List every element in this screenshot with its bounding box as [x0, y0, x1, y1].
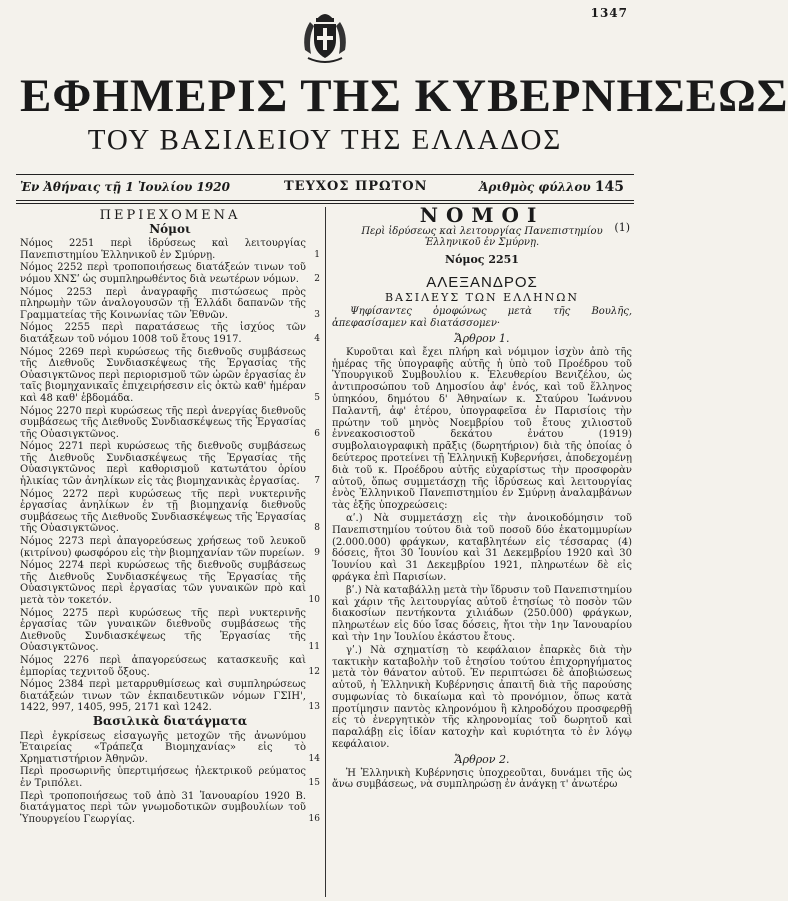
contents-entry-page: 11: [308, 642, 320, 653]
royal-crest-icon: [298, 6, 352, 66]
contents-entry: [20, 489, 320, 535]
contents-entry: [20, 731, 320, 766]
contents-entry-page: 2: [314, 273, 320, 284]
king-title: ΒΑΣΙΛΕΥΣ ΤΩΝ ΕΛΛΗΝΩΝ: [384, 290, 580, 304]
article-1-title: Ἄρθρον 1.: [454, 331, 510, 345]
contents-entry-page: 15: [308, 777, 320, 788]
contents-entry: [20, 655, 320, 678]
issue-sheet: [479, 179, 624, 195]
issue-bar: [16, 178, 634, 198]
contents-entry: [20, 791, 320, 826]
contents-entry-page: 5: [314, 392, 320, 403]
contents-entry-text: Νόμος 2252 περὶ τροποποιήσεως διατάξεών τινων τοῦ νόμου ΧΝΣʹ ὡς συμπληρωθέντος διὰ νεωτέρων νόμων.: [20, 262, 306, 285]
article-paragraph: Ἡ Ἑλληνικὴ Κυβέρνησις ὑποχρεοῦται, δυνάμει τῆς ὡς ἄνω συμβάσεως, νὰ συμπληρώσῃ ἐν ἀνάγκῃ τ' ἀνωτέρω: [332, 767, 632, 791]
contents-entry-text: Νόμος 2270 περὶ κυρώσεως τῆς περὶ ἀνεργίας διεθνοῦς συμβάσεως τῆς Διεθνοῦς Συνδιασκέψεως τῆς Ἐργασίας τῆς Οὐασιγκτῶνος.: [20, 405, 306, 440]
contents-entry: [20, 608, 320, 654]
contents-entry-text: Νόμος 2253 περὶ ἀναγραφῆς πιστώσεως πρὸς πληρωμὴν τῶν ἀναλογουσῶν τῇ Ἑλλάδι δαπανῶν τῆς Γραμματείας τῆς Κοινωνίας τῶν Ἐθνῶν.: [20, 286, 306, 321]
contents-entry-page: 13: [308, 702, 320, 713]
contents-entry-page: 12: [308, 666, 320, 677]
contents-entry: [20, 441, 320, 487]
page-number: 1347: [590, 6, 628, 20]
masthead-title: ΕΦΗΜΕΡΙΣ ΤΗΣ ΚΥΒΕΡΝΗΣΕΩΣ: [20, 70, 788, 122]
masthead-subtitle: ΤΟΥ ΒΑΣΙΛΕΙΟΥ ΤΗΣ ΕΛΛΑΔΟΣ: [87, 124, 563, 156]
contents-entry-page: 14: [308, 753, 320, 764]
contents-entry-page: 8: [314, 523, 320, 534]
contents-entry: [20, 347, 320, 405]
column-divider: [325, 207, 326, 897]
contents-entry-text: Περὶ προσωρινῆς ὑπερτιμήσεως ἠλεκτρικοῦ ρεύματος ἐν Τριπόλει.: [20, 766, 306, 789]
contents-entry-page: 16: [308, 813, 320, 824]
article-paragraph: αʹ.) Νὰ συμμετάσχῃ εἰς τὴν ἀνοικοδόμησιν τοῦ Πανεπιστημίου τούτου διὰ τοῦ ποσοῦ δύο ἑκατομμυρίων (2.000.000) φράγκων, καταβλητέων εἰς τέσσαρας (4) δόσεις, ἤτοι 30 Ἰουνίου καὶ 31 Δεκεμβρίου 1920 καὶ 30 Ἰουνίου καὶ 31 Δεκεμβρίου 1921, πληρωτέων δὲ εἰς φράγκα ἐπὶ Παρισίων.: [332, 512, 632, 583]
king-name: ΑΛΕΞΑΝΔΡΟΣ: [426, 273, 538, 291]
contents-entry-page: 4: [314, 333, 320, 344]
contents-entry-text: Περὶ ἐγκρίσεως εἰσαγωγῆς μετοχῶν τῆς ἀνωνύμου Ἑταιρείας «Τράπεζα Βιομηχανίας» εἰς τὸ Χρηματιστήριον Ἀθηνῶν.: [20, 730, 306, 765]
contents-entry: [20, 287, 320, 322]
sheet-number: 145: [594, 179, 624, 195]
article-2-title: Ἄρθρον 2.: [454, 752, 510, 766]
contents-heading: ΠΕΡΙΕΧΟΜΕΝΑ: [99, 208, 241, 223]
article-paragraph: Κυροῦται καὶ ἔχει πλήρη καὶ νόμιμον ἰσχὺν ἀπὸ τῆς ἡμέρας τῆς ὑπογραφῆς αὐτῆς ἡ ὑπὸ τοῦ Προέδρου τοῦ Ὑπουργικοῦ Συμβουλίου κ. Ἐλευθερίου Βενιζέλου, ὡς ἀντιπροσώπου τοῦ Δημοσίου ἀφ' ἑνός, καὶ τοῦ ἕλληνος ὑπηκόου, δημότου δ' Ἀθηναίων κ. Σταύρου Ἰωάννου Παλαντῆ, ἀφ' ἑτέρου, ὑπογραφεῖσα ἐν Παρισίοις τὴν πρώτην τοῦ μηνὸς Νοεμβρίου τοῦ ἔτους χιλιοστοῦ ἐννεακοσιοστοῦ δεκάτου ἐνάτου (1919) συμβολαιογραφικὴ πρᾶξις (δωρητήριον) διὰ τῆς ὁποίας ὁ δεύτερος προτείνει τῇ Ἑλληνικῇ Κυβερνήσει, ἀποδεχομένῃ διὰ τοῦ κ. Προέδρου αὐτῆς εὐχαρίστως τὴν προσφορὰν αὐτοῦ, ὅπως συμμετάσχῃ τῆς ἱδρύσεως καὶ λειτουργίας ἑνὸς Ἑλληνικοῦ Πανεπιστημίου ἐν Σμύρνῃ ἀναλαμβάνων τὰς ἑξῆς ὑποχρεώσεις:: [332, 346, 632, 512]
contents-entry-text: Νόμος 2269 περὶ κυρώσεως τῆς διεθνοῦς συμβάσεως τῆς Διεθνοῦς Συνδιασκέψεως τῆς Ἐργασίας τῆς Οὐασιγκτῶνος περὶ περιορισμοῦ τῶν ὡρῶν ἐργασίας ἐν ταῖς βιομηχανικαῖς ἐπιχειρήσεσιν εἰς ὀκτὼ καθ' ἡμέραν καὶ 48 καθ' ἑβδομάδα.: [20, 346, 306, 404]
contents-entry-text: Νόμος 2384 περὶ μεταρρυθμίσεως καὶ συμπληρώσεως διατάξεών τινων τῶν ἐκπαιδευτικῶν νόμων ΓΣΙΗ', 1422, 997, 1405, 995, 2171 καὶ 1242.: [20, 679, 306, 714]
contents-entry: [20, 536, 320, 559]
contents-entry-page: 3: [314, 309, 320, 320]
contents-entry: [20, 679, 320, 714]
law-title: Περὶ ἱδρύσεως καὶ λειτουργίας Πανεπιστημίου Ἑλληνικοῦ ἐν Σμύρνῃ.: [361, 225, 603, 248]
enactment-formula: Ψηφίσαντες ὁμοφώνως μετὰ τῆς Βουλῆς, ἀπεφασίσαμεν καὶ διατάσσομεν·: [332, 306, 632, 330]
article-2-body: [332, 768, 632, 792]
contents-entry: [20, 262, 320, 285]
law-title-block: [332, 220, 632, 248]
contents-entry: [20, 406, 320, 441]
law-number: Νόμος 2251: [445, 252, 519, 266]
contents-entry-page: 10: [308, 595, 320, 605]
contents-entry-text: Νόμος 2276 περὶ ἀπαγορεύσεως κατασκευῆς καὶ ἐμπορίας τεχνιτοῦ ὄξους.: [20, 654, 306, 678]
contents-entry-page: 1: [314, 249, 320, 260]
contents-entry-text: Νόμος 2272 περὶ κυρώσεως τῆς περὶ νυκτερινῆς ἐργασίας ἀνηλίκων ἐν τῇ βιομηχανίᾳ διεθνοῦς συμβάσεως τῆς Διεθνοῦς Συνδιασκέψεως τῆς Ἐργασίας τῆς Οὐασιγκτῶνος.: [20, 488, 306, 535]
article-paragraph: γʹ.) Νὰ σχηματίσῃ τὸ κεφάλαιον ἐπαρκὲς διὰ τὴν τακτικὴν καταβολὴν τοῦ ἐτησίου τούτου ἐπιχορηγήματος μετὰ τὸν θάνατον αὐτοῦ. Ἐν περιπτώσει δὲ ἀποβιώσεως αὐτοῦ, ἡ Ἑλληνικὴ Κυβέρνησις ἀπαιτῆ διὰ τῆς παρούσης συμφωνίας τὸ δικαίωμα καὶ τὸ προνόμιον, ὅπως κατὰ προτίμησιν παντὸς κληρονόμου ἢ κληροδόχου προσφερθῇ εἰς τὸ ἐνεργητικὸν τῆς κληρονομίας τοῦ δωρητοῦ καὶ παραλάβῃ εἰς ἰδίαν κατοχὴν καὶ κυριότητα τὸ ἐν λόγῳ κεφάλαιον.: [332, 644, 632, 751]
laws-heading: ΝΟΜΟΙ: [419, 203, 545, 227]
contents-entry-text: Νόμος 2275 περὶ κυρώσεως τῆς περὶ νυκτερινῆς ἐργασίας τῶν γυναικῶν διεθνοῦς συμβάσεως τῆς Διεθνοῦς Συνδιασκέψεως τῆς Ἐργασίας τῆς Οὐασιγκτῶνος.: [20, 607, 306, 654]
contents-entry-text: Νόμος 2255 περὶ παρατάσεως τῆς ἰσχύος τῶν διατάξεων τοῦ νόμου 1008 τοῦ ἔτους 1917.: [20, 322, 306, 345]
contents-entry-text: Νόμος 2273 περὶ ἀπαγορεύσεως χρήσεως τοῦ λευκοῦ (κιτρίνου) φωσφόρου εἰς τὴν βιομηχανίαν τῶν πυρείων.: [20, 536, 306, 559]
contents-entry-page: 9: [314, 547, 320, 558]
contents-entry: [20, 322, 320, 345]
top-rule: [16, 174, 634, 175]
contents-entry-text: Νόμος 2251 περὶ ἱδρύσεως καὶ λειτουργίας Πανεπιστημίου Ἑλληνικοῦ ἐν Σμύρνῃ.: [20, 238, 306, 261]
laws-subheading: Νόμοι: [149, 221, 191, 236]
decrees-subheading: Βασιλικὰ διατάγματα: [92, 713, 248, 728]
laws-column: [332, 203, 632, 792]
contents-entry: [20, 238, 320, 261]
sheet-label: Ἀριθμὸς φύλλου: [479, 180, 591, 194]
contents-column: [20, 210, 320, 826]
decrees-list: [20, 731, 320, 826]
article-paragraph: βʹ.) Νὰ καταβάλλῃ μετὰ τὴν ἵδρυσιν τοῦ Πανεπιστημίου καὶ χάριν τῆς λειτουργίας αὐτοῦ ἐτησίως τὸ ποσὸν τῶν διακοσίων πεντήκοντα χιλιάδων (250.000) φράγκων, πληρωτέων εἰς δύο ἴσας δόσεις, ἤτοι τὴν 1ην Ἰανουαρίου καὶ τὴν 1ην Ἰουλίου ἑκάστου ἔτους.: [332, 584, 632, 643]
contents-entry: [20, 766, 320, 789]
issue-date: Ἐν Ἀθήναις τῇ 1 Ἰουλίου 1920: [20, 180, 230, 194]
issue-volume: ΤΕΥΧΟΣ ΠΡΩΤΟΝ: [284, 179, 428, 194]
contents-entry: [20, 560, 320, 606]
contents-entry-page: 6: [314, 428, 320, 439]
contents-entry-page: 7: [314, 476, 320, 487]
contents-entry-text: Περὶ τροποποιήσεως τοῦ ἀπὸ 31 Ἰανουαρίου 1920 Β. διατάγματος περὶ τῶν γνωμοδοτικῶν συμβουλίων τοῦ Ὑπουργείου Γεωργίας.: [20, 790, 306, 825]
article-1-body: [332, 347, 632, 751]
contents-entry-text: Νόμος 2274 περὶ κυρώσεως τῆς διεθνοῦς συμβάσεως τῆς Διεθνοῦς Συνδιασκέψεως τῆς Ἐργασίας τῆς Οὐασιγκτῶνος περὶ ἐργασίας τῶν γυναικῶν πρὸ καὶ μετὰ τὸν τοκετόν.: [20, 560, 306, 606]
header-bottom-rule: [16, 200, 634, 201]
laws-list: [20, 238, 320, 714]
footnote-marker: (1): [614, 220, 630, 234]
contents-entry-text: Νόμος 2271 περὶ κυρώσεως τῆς διεθνοῦς συμβάσεως τῆς Διεθνοῦς Συνδιασκέψεως τῆς Ἐργασίας τῆς Οὐασιγκτῶνος περὶ καθορισμοῦ κατωτάτου ὁρίου ἡλικίας τῶν ἀνηλίκων εἰς τὰς βιομηχανικὰς ἐργασίας.: [20, 441, 306, 488]
